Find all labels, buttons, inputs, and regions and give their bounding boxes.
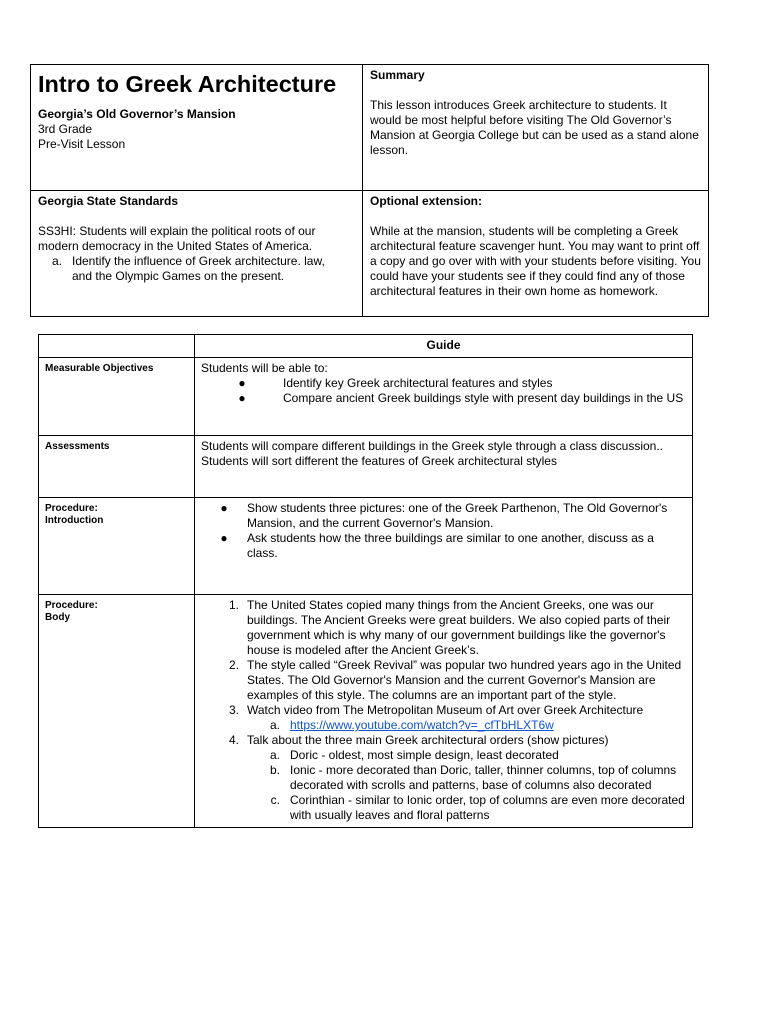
assessments-row [39,436,693,498]
lesson-title: Intro to Greek Architecture [38,71,337,97]
lesson-location: Georgia’s Old Governor’s Mansion [38,107,236,121]
list-text: Watch video from The Metropolitan Museum of Art over Greek Architecture [247,703,644,717]
list-text: Talk about the three main Greek architectural orders (show pictures) [247,733,609,747]
introduction-row [39,498,693,595]
objectives-bullet [201,391,686,406]
assessments-line: Students will compare different buildings in the Greek style through a class discussion.. [201,439,664,453]
extension-text: While at the mansion, students will be completing a Greek architectural feature scavenger hunt. You may want to print off a copy and go over with with your students before visiting. You could have your students see if they could find any of those architectural features in their own home as homework. [370,224,701,298]
list-number: 3. [228,703,239,717]
list-number: 2. [228,658,239,672]
guide-header-empty-cell [39,335,195,358]
standards-cell [31,191,363,317]
summary-cell [363,65,709,191]
introduction-bullet [201,531,686,561]
objectives-row [39,358,693,436]
introduction-bullet [201,501,686,531]
guide-heading: Guide [195,335,693,358]
objectives-bullet-text: Compare ancient Greek buildings style with present day buildings in the US [283,391,684,405]
list-text: The United States copied many things from the Ancient Greeks, one was our buildings. The Ancient Greeks were great builders. We also copied parts of their government which is why many of our government buildings like the governor's house is modeled after the Ancient Greek’s. [247,598,671,657]
objectives-content [195,358,693,436]
body-list-item [201,733,686,748]
summary-heading: Summary [370,68,425,82]
lesson-type: Pre-Visit Lesson [38,137,126,151]
list-letter: c. [270,793,280,807]
summary-text: This lesson introduces Greek architecture to students. It would be most helpful before visiting The Old Governor’s Mansion at Georgia College but can be used as a stand alone lesson. [370,98,699,157]
lesson-header-table [30,64,709,317]
introduction-label-line: Introduction [45,515,104,526]
introduction-content [195,498,693,595]
extension-heading: Optional extension: [370,194,483,208]
list-letter: a. [269,748,280,762]
list-text: Corinthian - similar to Ionic order, top of columns are even more decorated with usually leaves and floral patterns [290,793,685,822]
introduction-label [39,498,195,595]
standards-heading: Georgia State Standards [38,194,179,208]
assessments-label: Assessments [39,436,195,498]
guide-table [38,334,693,828]
objectives-bullet-text: Identify key Greek architectural features and styles [283,376,553,390]
bullet-glyph: ● [220,531,228,545]
body-row [39,595,693,828]
objectives-label: Measurable Objectives [39,358,195,436]
assessments-content [195,436,693,498]
body-list-item [201,598,686,658]
extension-cell [363,191,709,317]
assessments-line: Students will sort different the features of Greek architectural styles [201,454,557,468]
body-content [195,595,693,828]
list-text: The style called “Greek Revival” was popular two hundred years ago in the United States. The Old Governor's Mansion and the current Governor's Mansion are examples of this style. The columns are an important part of the style. [247,658,682,702]
body-sub-item [201,748,686,763]
list-text: Doric - oldest, most simple design, least decorated [290,748,559,762]
video-link[interactable]: https://www.youtube.com/watch?v=_cfTbHLXT6w [290,718,554,732]
standards-item-text: Identify the influence of Greek architecture. law, and the Olympic Games on the present. [72,254,325,283]
bullet-glyph: ● [220,501,228,515]
lesson-grade: 3rd Grade [38,122,93,136]
body-list-item [201,658,686,703]
list-text: Ionic - more decorated than Doric, taller, thinner columns, top of columns decorated with scrolls and patterns, base of columns also decorated [290,763,677,792]
body-label [39,595,195,828]
introduction-bullet-text: Ask students how the three buildings are similar to one another, discuss as a class. [247,531,654,560]
list-letter: a. [269,718,280,732]
body-sub-item [201,718,686,733]
body-sub-item [201,763,686,793]
introduction-label-line: Procedure: [45,503,98,514]
list-number: 4. [228,733,239,747]
title-cell [31,65,363,191]
standards-item-marker: a. [51,254,62,268]
objectives-intro: Students will be able to: [201,361,328,375]
body-list-item [201,703,686,718]
bullet-glyph: ● [238,391,246,405]
introduction-bullet-text: Show students three pictures: one of the Greek Parthenon, The Old Governor's Mansion, and the current Governor's Mansion. [247,501,668,530]
standards-text: SS3HI: Students will explain the political roots of our modern democracy in the United States of America. [38,224,316,253]
body-sub-item [201,793,686,823]
objectives-bullet [201,376,686,391]
body-label-line: Procedure: [45,600,98,611]
list-number: 1. [228,598,239,612]
body-label-line: Body [45,612,70,623]
standards-item [38,254,355,284]
bullet-glyph: ● [238,376,246,390]
list-letter: b. [269,763,280,777]
